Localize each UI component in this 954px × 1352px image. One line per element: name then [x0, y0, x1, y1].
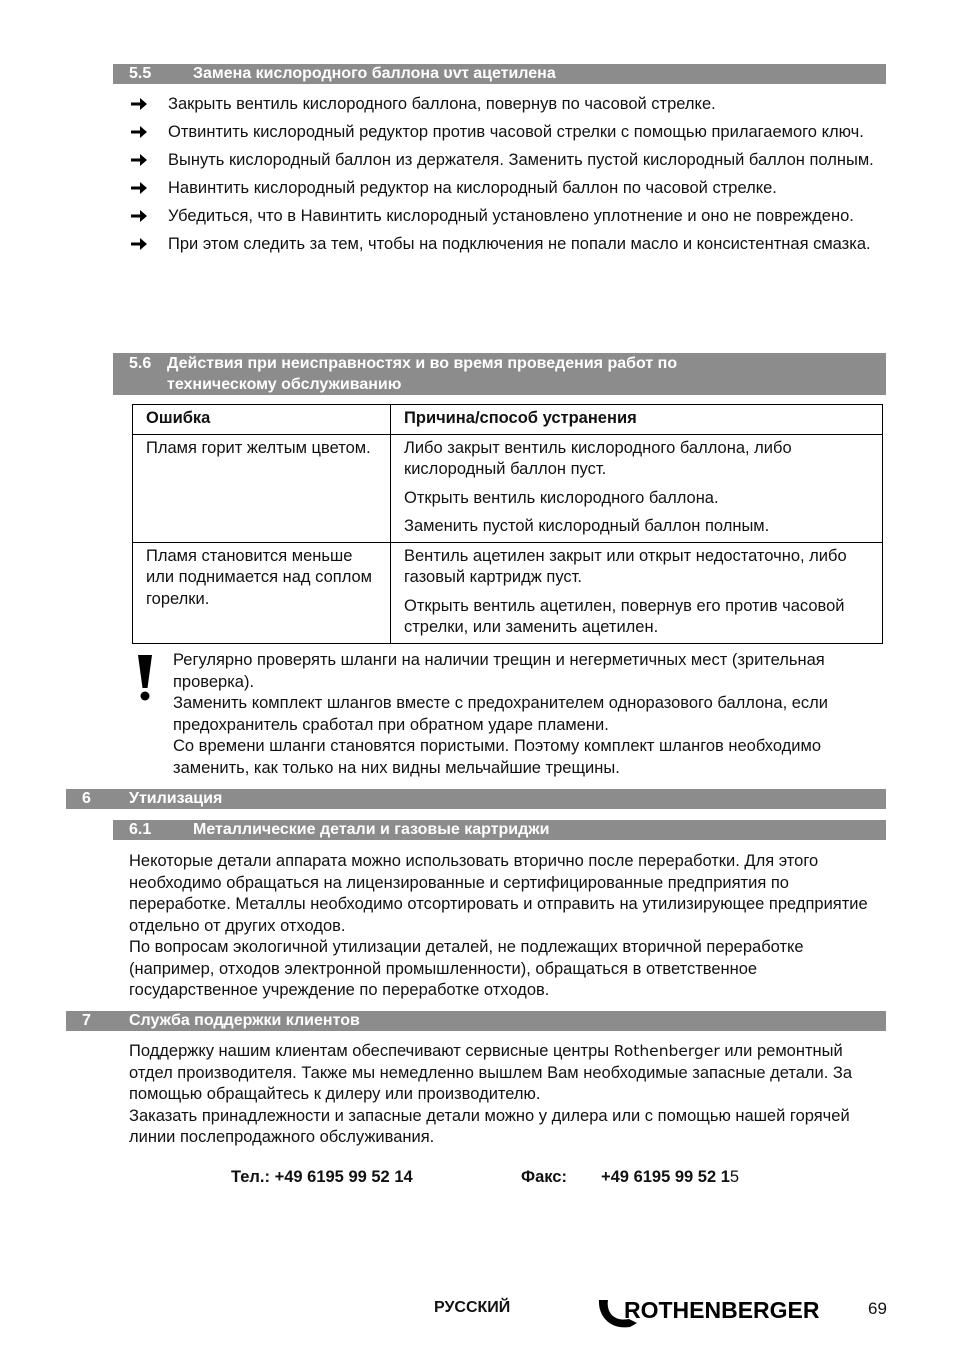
table-row	[133, 434, 883, 542]
fax-number	[601, 1168, 739, 1187]
error-cell	[133, 542, 391, 643]
rothenberger-logo	[596, 1294, 836, 1334]
section-number: 6	[82, 790, 91, 807]
arrow-right-icon	[131, 125, 147, 139]
page-number: 69	[868, 1299, 887, 1318]
section-6-header	[66, 789, 886, 809]
arrow-right-icon	[131, 181, 147, 195]
text-segment: Поддержку нашим клиентам обеспечивают сервисные центры	[129, 1042, 614, 1060]
arrow-right-icon	[131, 209, 147, 223]
section-number: 6.1	[129, 821, 152, 838]
arrow-right-icon	[131, 237, 147, 251]
list-item-text: Убедиться, что в Навинтить кислородный установлено уплотнение и оно не повреждено.	[168, 207, 854, 225]
text-segment: или ремонтный отдел производителя. Также мы немедленно вышлем Вам необходимые запасные детали. За помощью обращайтесь к дилеру или производителю.	[129, 1042, 853, 1103]
cause-cell	[391, 434, 883, 542]
error-text: Пламя становится меньше или поднимается над соплом горелки.	[146, 546, 373, 608]
list-item	[131, 121, 891, 143]
table-row	[133, 542, 883, 643]
column-header-cause: Причина/способ устранения	[391, 405, 883, 435]
exclamation-icon	[135, 654, 155, 702]
warning-line: Со времени шланги становятся пористыми. Поэтому комплект шлангов необходимо заменить, как только на них видны мельчайшие трещины.	[173, 737, 822, 777]
cause-text: Заменить пустой кислородный баллон полным.	[404, 517, 770, 535]
section-5-5-header	[113, 64, 886, 84]
section-number: 5.5	[129, 65, 152, 82]
section-title: Служба поддержки клиентов	[129, 1012, 360, 1029]
table-header-row	[133, 405, 883, 435]
section-number: 5.6	[129, 355, 152, 372]
fax-number-last: 5	[729, 1168, 740, 1186]
error-text: Пламя горит желтым цветом.	[146, 438, 371, 457]
section-title: Утилизация	[129, 790, 223, 807]
section-6-1-header	[113, 820, 886, 840]
section-title: Металлические детали и газовые картриджи	[193, 821, 550, 838]
list-item-text: Закрыть вентиль кислородного баллона, повернув по часовой стрелке.	[168, 95, 716, 113]
list-item	[131, 205, 891, 227]
error-cell	[133, 434, 391, 542]
cause-text: Открыть вентиль ацетилен, повернув его против часовой стрелки, или заменить ацетилен.	[404, 596, 845, 636]
arrow-right-icon	[131, 153, 147, 167]
list-item-text: Навинтить кислородный редуктор на кислородный баллон по часовой стрелке.	[168, 179, 777, 197]
cause-cell	[391, 542, 883, 643]
list-item	[131, 93, 891, 115]
list-item-text: При этом следить за тем, чтобы на подключения не попали масло и консистентная смазка.	[168, 235, 871, 253]
section-5-6-header	[113, 353, 886, 395]
arrow-right-icon	[131, 97, 147, 111]
brand-name: Rothenberger	[613, 1042, 720, 1060]
warning-line: Регулярно проверять шланги на наличии трещин и негерметичных мест (зрительная проверка).	[173, 651, 825, 691]
cause-text: Вентиль ацетилен закрыт или открыт недостаточно, либо газовый картридж пуст.	[404, 546, 847, 586]
section-title-line2: техническому обслуживанию	[167, 376, 402, 393]
list-item	[131, 233, 891, 255]
section-title: Замена кислородного баллона υvτ ацетилена	[193, 65, 556, 82]
fax-number-main: +49 6195 99 52 1	[601, 1168, 730, 1186]
list-item	[131, 149, 891, 171]
paragraph	[129, 1041, 889, 1106]
list-item	[131, 177, 891, 199]
column-header-error: Ошибка	[133, 405, 391, 435]
paragraph: Некоторые детали аппарата можно использовать вторично после переработки. Для этого необходимо обращаться на лицензированные и сертифицированные предприятия по переработке. Металлы необходимо отсортировать и отправить на утилизирующее предприятие отдельно от других отходов.	[129, 852, 868, 935]
warning-line: Заменить комплект шлангов вместе с предохранителем одноразового баллона, если предохранитель сработал при обратном ударе пламени.	[173, 694, 829, 734]
support-text	[129, 1041, 889, 1149]
cause-text: Либо закрыт вентиль кислородного баллона, либо кислородный баллон пуст.	[404, 438, 792, 478]
instruction-list	[131, 93, 891, 261]
cause-text: Открыть вентиль кислородного баллона.	[404, 488, 719, 507]
footer-language: РУССКИЙ	[434, 1299, 511, 1316]
warning-text	[173, 650, 893, 779]
fax-label: Факс:	[521, 1168, 567, 1186]
logo-wordmark: ROTHENBERGER	[624, 1297, 820, 1323]
phone-number: Тел.: +49 6195 99 52 14	[231, 1168, 413, 1186]
section-title-line1: Действия при неисправностях и во время проведения работ по	[167, 355, 678, 372]
paragraph: Заказать принадлежности и запасные детали можно у дилера или с помощью нашей горячей линии послепродажного обслуживания.	[129, 1106, 850, 1146]
disposal-text	[129, 851, 889, 1002]
list-item-text: Вынуть кислородный баллон из держателя. Заменить пустой кислородный баллон полным.	[168, 151, 874, 169]
list-item-text: Отвинтить кислородный редуктор против часовой стрелки с помощью прилагаемого ключ.	[168, 123, 864, 141]
troubleshooting-table	[132, 404, 883, 644]
paragraph: По вопросам экологичной утилизации деталей, не подлежащих вторичной переработке (например, отходов электронной промышленности), обращаться в ответственное государственное учреждение по переработке отходов.	[129, 938, 804, 999]
section-7-header	[66, 1011, 886, 1031]
section-number: 7	[82, 1012, 91, 1029]
